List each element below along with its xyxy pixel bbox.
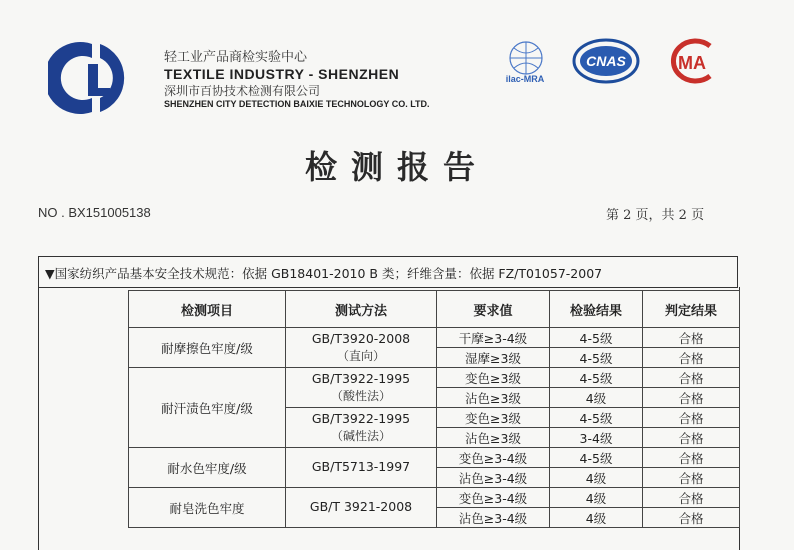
- table-header-row: [129, 291, 740, 328]
- ilac-mra-icon: [496, 38, 554, 84]
- test-item: 耐汗渍色牢度/级: [129, 368, 286, 448]
- requirement-value: 沾色≥3级: [437, 428, 550, 448]
- requirement-value: 变色≥3级: [437, 368, 550, 388]
- header-verdict: 判定结果: [643, 291, 740, 328]
- method-note: （直向）: [336, 348, 385, 363]
- verdict: 合格: [643, 468, 740, 488]
- report-number: NO . BX151005138: [38, 205, 151, 220]
- organization-name: [164, 50, 430, 110]
- test-result: 4-5级: [550, 368, 643, 388]
- verdict: 合格: [643, 388, 740, 408]
- requirement-value: 变色≥3-4级: [437, 488, 550, 508]
- method-note: （碱性法）: [330, 428, 391, 443]
- requirement-value: 干摩≥3-4级: [437, 328, 550, 348]
- test-result: 3-4级: [550, 428, 643, 448]
- test-method: [286, 368, 437, 408]
- header-result: 检验结果: [550, 291, 643, 328]
- method-standard: GB/T3922-1995: [311, 370, 411, 386]
- test-result: 4-5级: [550, 348, 643, 368]
- requirement-value: 变色≥3级: [437, 408, 550, 428]
- requirement-value: 沾色≥3-4级: [437, 468, 550, 488]
- org-cn-line1: 轻工业产品商检实验中心: [164, 50, 308, 65]
- verdict: 合格: [643, 488, 740, 508]
- header-item: 检测项目: [129, 291, 286, 328]
- test-item: 耐皂洗色牢度: [129, 488, 286, 528]
- verdict: 合格: [643, 408, 740, 428]
- test-result: 4级: [550, 488, 643, 508]
- requirement-value: 沾色≥3级: [437, 388, 550, 408]
- org-cn-line2: 深圳市百协技术检测有限公司: [164, 83, 321, 98]
- method-standard: GB/T3920-2008: [311, 330, 411, 346]
- verdict: 合格: [643, 328, 740, 348]
- header-requirement: 要求值: [437, 291, 550, 328]
- org-en-line2: SHENZHEN CITY DETECTION BAIXIE TECHNOLOGY CO. LTD.: [164, 98, 430, 109]
- verdict: 合格: [643, 348, 740, 368]
- ilac-label: ilac-MRA: [505, 74, 545, 84]
- cma-icon: [660, 38, 720, 84]
- method-note: （酸性法）: [330, 388, 391, 403]
- test-item: 耐摩擦色牢度/级: [129, 328, 286, 368]
- cnas-icon: [571, 36, 641, 86]
- test-method: [286, 328, 437, 368]
- results-table: [128, 290, 740, 528]
- method-standard: GB/T 3921-2008: [309, 499, 413, 515]
- verdict: 合格: [643, 428, 740, 448]
- cnas-label: CNAS: [586, 53, 626, 69]
- requirement-value: 湿摩≥3级: [437, 348, 550, 368]
- test-result: 4级: [550, 508, 643, 528]
- table-row: [129, 488, 740, 508]
- test-result: 4-5级: [550, 408, 643, 428]
- requirement-value: 变色≥3-4级: [437, 448, 550, 468]
- header-method: 测试方法: [286, 291, 437, 328]
- test-result: 4-5级: [550, 448, 643, 468]
- test-result: 4-5级: [550, 328, 643, 348]
- verdict: 合格: [643, 368, 740, 388]
- test-result: 4级: [550, 468, 643, 488]
- test-result: 4级: [550, 388, 643, 408]
- test-item: 耐水色牢度/级: [129, 448, 286, 488]
- page-title: 检测报告: [304, 148, 489, 186]
- org-en-line1: TEXTILE INDUSTRY - SHENZHEN: [164, 66, 400, 83]
- results-body: [129, 328, 740, 528]
- test-method: [286, 408, 437, 448]
- lab-logo: [48, 36, 144, 120]
- verdict: 合格: [643, 508, 740, 528]
- table-row: [129, 368, 740, 388]
- spec-section-header: [38, 256, 738, 288]
- test-method: [286, 448, 437, 488]
- method-standard: GB/T5713-1997: [311, 459, 411, 475]
- spec-line: ▼国家纺织产品基本安全技术规范：依据 GB18401-2010 B 类；纤维含量：依据 FZ/T01057-2007: [45, 266, 603, 281]
- page-indicator: 第 2 页，共 2 页: [606, 208, 705, 223]
- cma-label: MA: [678, 53, 706, 73]
- test-method: [286, 488, 437, 528]
- method-standard: GB/T3922-1995: [311, 410, 411, 426]
- verdict: 合格: [643, 448, 740, 468]
- table-row: [129, 448, 740, 468]
- table-row: [129, 328, 740, 348]
- requirement-value: 沾色≥3-4级: [437, 508, 550, 528]
